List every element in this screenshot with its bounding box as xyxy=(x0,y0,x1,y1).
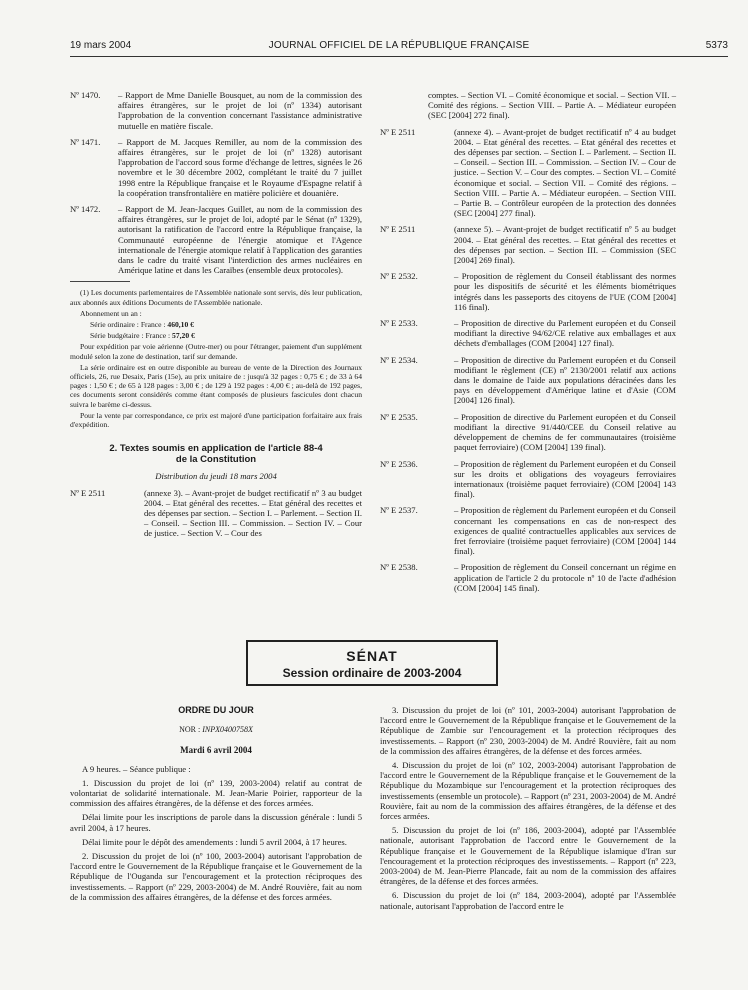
page-header xyxy=(70,40,728,56)
entry-continuation: comptes. – Section VI. – Comité économique et social. – Section VII. – Comité des régions. – Section VIII. – Partie A. – Médiateur européen (SEC [2004] 272 final). xyxy=(428,90,676,121)
list-item xyxy=(70,137,362,198)
entry-number: Nº E 2532. xyxy=(380,271,418,282)
entry-text: – Proposition de règlement du Parlement européen et du Conseil sur les droits et obligations des voyageurs ferroviaires internationaux (troisième paquet ferroviaire) (COM [2004] 143 final). xyxy=(454,458,676,500)
entry-text: (annexe 5). – Avant-projet de budget rectificatif nº 5 au budget 2004. – Etat général des recettes. – Etat général des recettes et des dépenses par section. – Section III. – Commission (SEC [2004] 269 final). xyxy=(454,224,676,266)
list-item xyxy=(380,224,676,265)
entry-number: Nº 1472. xyxy=(70,204,101,215)
header-date: 19 mars 2004 xyxy=(70,40,132,51)
entry-text: – Proposition de directive du Parlement européen et du Conseil modifiant la directive 94/62/CE relative aux emballages et aux déchets d'emballages (COM [2004] 127 final). xyxy=(454,318,676,349)
entry-number: Nº E 2534. xyxy=(380,354,418,365)
footnote-p6: La série ordinaire est en outre disponible au bureau de vente de la Direction des Journaux officiels, 26, rue Desaix, Paris (15e), au prix unitaire de : jusqu'à 32 pages : 0,75 € ; de 33 à 64 pages : 1,50 € ; de 65 à 128 pages : 3,00 € ; de 129 à 192 pages : 4,00 € ; au-delà de 192 pages, ces documents seront considérés comme étant composés de plusieurs fascicules dont chacun suivra le barème ci-dessus. xyxy=(70,362,362,409)
list-item xyxy=(380,318,676,349)
entry-text: – Proposition de directive du Parlement européen et du Conseil modifiant le règlement (CE) nº 2130/2001 relatif aux actions dans le domaine de l'aide aux populations déracinées dans les pays en développement d'Amérique latine et d'Asie (COM [2004] 126 final). xyxy=(454,354,676,406)
footnote-p7: Pour la vente par correspondance, ce prix est majoré d'une participation forfaitaire aux frais d'expédition. xyxy=(70,410,362,430)
section-2-title-line1: 2. Textes soumis en application de l'article 88-4 xyxy=(109,443,323,455)
footnote-p1: (1) Les documents parlementaires de l'Assemblée nationale sont servis, dès leur publication, aux abonnés aux éditions Documents de l'Assemblée nationale. xyxy=(70,288,362,307)
entry-text: – Rapport de Mme Danielle Bousquet, au nom de la commission des affaires étrangères, sur le projet de loi (nº 1334) autorisant l'approbation de la convention concernant l'assistance administrative mutuelle en matière fiscale. xyxy=(118,90,362,131)
senat-banner xyxy=(246,640,498,686)
entry-number: Nº E 2511 xyxy=(70,487,106,498)
column-left-top xyxy=(70,90,362,545)
footnote-p4-label: Série budgétaire : France : xyxy=(90,331,173,341)
agenda-item-1: 1. Discussion du projet de loi (nº 139, 2003-2004) relatif au contrat de volontariat de solidarité internationale. M. Jean-Marie Poirier, rapporteur de la commission des affaires étrangères, de la défense et des forces armées. xyxy=(70,777,362,809)
entry-text: (annexe 3). – Avant-projet de budget rectificatif nº 3 au budget 2004. – Etat général des recettes. – Etat général des recettes et des dépenses par section. – Section I. – Parlement. – Section II. – Conseil. – Section III. – Commission. – Section IV. – Cour de justice. – Section V. – Cour des xyxy=(144,487,362,539)
entry-text: (annexe 4). – Avant-projet de budget rectificatif nº 4 au budget 2004. – Etat général des recettes. – Etat général des recettes et des dépenses par section. – Section I. – Parlement. – Section II. – Conseil. – Section III. – Commission. – Section IV. – Cour de justice. – Section V. – Cour des comptes. – Section VI. – Comité économique et social. – Section VII. – Comité des régions. – Section VIII. – Partie A. – Médiateur européen. – Section VIII. – Partie B. – Contrôleur européen de la protection des données (SEC [2004] 277 final). xyxy=(454,126,676,219)
ordre-du-jour-title: ORDRE DU JOUR xyxy=(178,705,254,715)
header-page-number: 5373 xyxy=(705,40,728,51)
entry-number: Nº E 2535. xyxy=(380,411,418,422)
agenda-item-5: 5. Discussion du projet de loi (nº 186, 2003-2004), adopté par l'Assemblée nationale, autorisant l'approbation de l'accord entre le Gouvernement de la République française et le Gouvernement de la République islamique d'Iran sur l'encouragement et la protection réciproques des investissements. – Rapport (nº 223, 2003-2004) de M. Jean-Pierre Plancade, fait au nom de la commission des affaires étrangères, de la défense et des forces armées. xyxy=(380,825,676,887)
entry-number: Nº E 2511 xyxy=(380,126,416,137)
section-2-title-line2: de la Constitution xyxy=(175,454,257,466)
entry-text: – Proposition de règlement du Parlement européen et du Conseil concernant les compensations en cas de non-respect des exigences de qualité contractuelles applicables aux services de fret ferroviaire (troisième paquet ferroviaire) (COM [2004] 144 final). xyxy=(454,505,676,557)
nor-label: NOR : xyxy=(179,725,203,735)
list-item xyxy=(380,505,676,556)
distribution-date: Distribution du jeudi 18 mars 2004 xyxy=(155,471,277,482)
agenda-item-2: 2. Discussion du projet de loi (nº 100, 2003-2004) autorisant l'approbation de l'accord entre le Gouvernement de la République française et le Gouvernement de la République de l'Ouganda sur l'encouragement et la protection réciproques des investissements. – Rapport (nº 229, 2003-2004) de M. André Rouvière, fait au nom de la commission des affaires étrangères, de la défense et des forces armées. xyxy=(70,851,362,902)
footnote-separator xyxy=(70,281,130,282)
entry-number: Nº E 2536. xyxy=(380,458,418,469)
entry-text: – Proposition de règlement du Conseil concernant un régime en application de l'article 2 du protocole nº 10 de l'acte d'adhésion (COM [2004] 145 final). xyxy=(454,562,676,593)
list-item xyxy=(380,459,676,500)
header-title: JOURNAL OFFICIEL DE LA RÉPUBLIQUE FRANÇAISE xyxy=(268,40,530,51)
footnote-p3 xyxy=(70,320,362,329)
footnote-p5: Pour expédition par voie aérienne (Outre-mer) ou pour l'étranger, paiement d'un supplément modulé selon la zone de destination, tarif sur demande. xyxy=(70,342,362,361)
entry-text: – Proposition de règlement du Conseil établissant des normes pour les dispositifs de sécurité et les éléments biométriques intégrés dans les passeports des citoyens de l'UE (COM [2004] 116 final). xyxy=(454,271,676,312)
senat-title: SÉNAT xyxy=(346,648,398,664)
footnote-p2: Abonnement un an : xyxy=(80,308,142,318)
entry-text: – Proposition de directive du Parlement européen et du Conseil modifiant la directive 91/440/CEE du Conseil relative au développement de chemins de fer communautaires (troisième paquet ferroviaire) (COM [2004] 139 final). xyxy=(454,411,676,453)
footnote-p3-label: Série ordinaire : France : xyxy=(90,320,168,330)
seance-line: A 9 heures. – Séance publique : xyxy=(82,763,191,774)
agenda-item-3: 3. Discussion du projet de loi (nº 101, 2003-2004) autorisant l'approbation de l'accord entre le Gouvernement de la République française et le Gouvernement de la République de Zambie sur l'encouragement et la protection réciproques des investissements. – Rapport (nº 230, 2003-2004) de M. André Rouvière, fait au nom de la commission des affaires étrangères, de la défense et des forces armées. xyxy=(380,705,676,756)
column-left-bottom xyxy=(70,705,362,906)
list-item xyxy=(380,412,676,453)
list-item xyxy=(70,204,362,275)
footnote-p4 xyxy=(70,331,362,340)
list-item xyxy=(380,271,676,312)
agenda-item-1-delai-amendements: Délai limite pour le dépôt des amendements : lundi 5 avril 2004, à 17 heures. xyxy=(82,836,347,847)
entry-text: – Rapport de M. Jacques Remiller, au nom de la commission des affaires étrangères, sur le projet de loi (nº 1328) autorisant l'approbation de l'accord sous forme d'échange de lettres, signées le 26 novembre et le 30 décembre 2002, complétant le traité du 7 juillet 1998 entre la République française et le Royaume d'Espagne relatif à la coopération transfrontalière en matière policière et douanière. xyxy=(118,136,362,198)
entry-number: Nº E 2511 xyxy=(380,224,416,235)
senat-subtitle: Session ordinaire de 2003-2004 xyxy=(282,666,462,680)
entry-number: Nº E 2533. xyxy=(380,318,418,329)
column-right-top xyxy=(380,90,676,599)
section-2-title xyxy=(70,443,362,465)
entry-number: Nº E 2538. xyxy=(380,562,418,573)
entry-number: Nº 1471. xyxy=(70,136,101,147)
list-item xyxy=(380,127,676,219)
list-item xyxy=(380,562,676,593)
list-item xyxy=(380,355,676,406)
footnote-p3-value: 460,10 € xyxy=(167,320,194,330)
nor-value: INPX0400758X xyxy=(202,725,253,735)
list-item xyxy=(70,488,362,539)
list-item xyxy=(70,90,362,131)
entry-text: – Rapport de M. Jean-Jacques Guillet, au nom de la commission des affaires étrangères, sur le projet de loi, adopté par le Sénat (nº 1329), autorisant la ratification de l'accord entre la République française, la Communauté européenne de l'énergie atomique et l'Agence internationale de l'énergie atomique relatif à l'application des garanties dans le cadre du traité visant l'interdiction des armes nucléaires en Amérique latine et dans les Caraïbes (ensemble deux protocoles). xyxy=(118,204,362,276)
entry-number: Nº 1470. xyxy=(70,90,101,100)
footnote-p4-value: 57,20 € xyxy=(172,331,195,341)
header-rule xyxy=(70,56,728,57)
nor-reference xyxy=(70,725,362,735)
agenda-item-4: 4. Discussion du projet de loi (nº 102, 2003-2004) autorisant l'approbation de l'accord entre le Gouvernement de la République française et le Gouvernement de la République du Mozambique sur l'encouragement et la protection réciproques des investissements (ensemble un protocole). – Rapport (nº 231, 2003-2004) de M. André Rouvière, fait au nom de la commission des affaires étrangères, de la défense et des forces armées. xyxy=(380,760,676,822)
column-right-bottom xyxy=(380,705,676,915)
entry-number: Nº E 2537. xyxy=(380,505,418,516)
session-day: Mardi 6 avril 2004 xyxy=(180,745,252,756)
footnote xyxy=(70,288,362,429)
agenda-item-6: 6. Discussion du projet de loi (nº 184, 2003-2004), adopté par l'Assemblée nationale, autorisant l'approbation de l'accord entre le xyxy=(380,890,676,911)
agenda-item-1-delai-parole: Délai limite pour les inscriptions de parole dans la discussion générale : lundi 5 avril 2004, à 17 heures. xyxy=(70,812,362,833)
